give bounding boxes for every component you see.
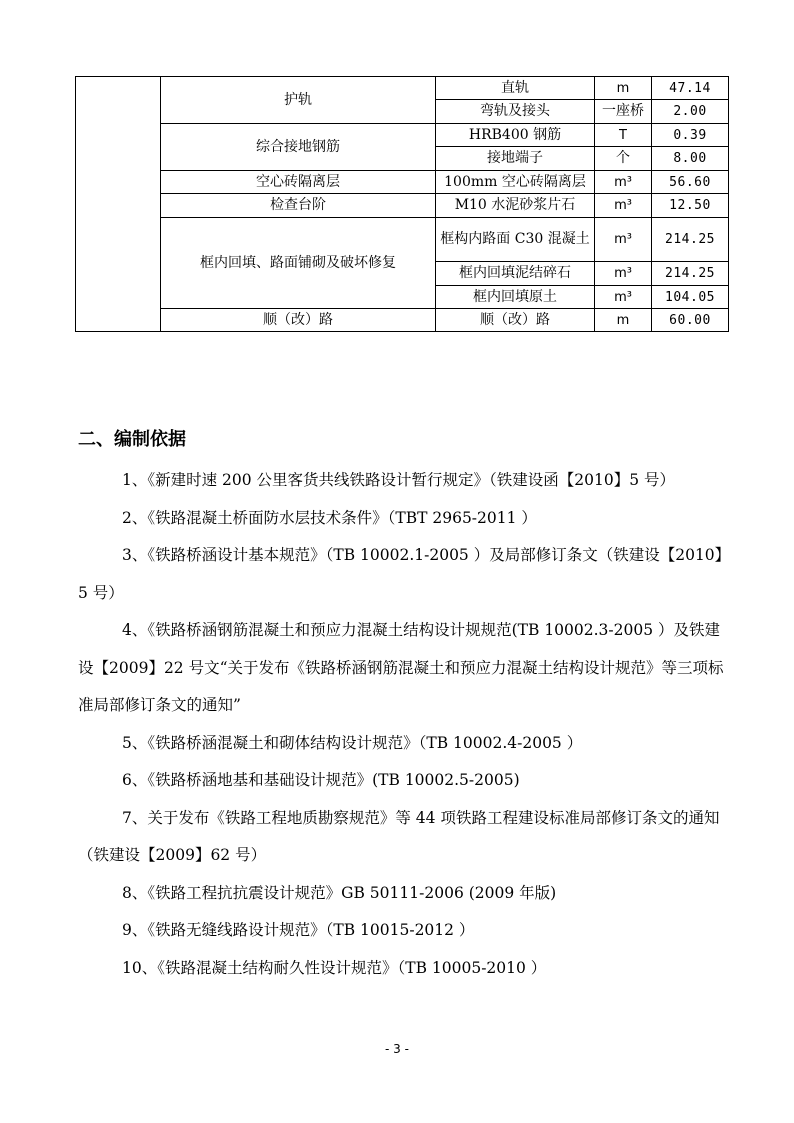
table-cell-sub: 框构内路面 C30 混凝土 [436, 218, 595, 262]
table-cell-unit: 个 [595, 147, 652, 171]
table-cell-qty: 0.39 [652, 124, 729, 147]
reference-item: 5、《铁路桥涵混凝土和砌体结构设计规范》（TB 10002.4-2005 ） [122, 733, 583, 752]
table-cell-qty: 47.14 [652, 77, 729, 100]
table-cell-unit: m³ [595, 286, 652, 309]
table-cell-qty: 8.00 [652, 147, 729, 171]
table-cell-item: 顺（改）路 [161, 309, 436, 332]
table-cell-qty: 60.00 [652, 309, 729, 332]
reference-item: 2、《铁路混凝土桥面防水层技术条件》（TBT 2965-2011 ） [122, 508, 537, 527]
table-cell-qty: 56.60 [652, 171, 729, 194]
reference-item: 8、《铁路工程抗抗震设计规范》GB 50111-2006 (2009 年版) [122, 883, 557, 902]
table-row [76, 124, 729, 147]
table-cell-unit: m [595, 309, 652, 332]
table-cell-unit: m³ [595, 171, 652, 194]
reference-list [78, 462, 728, 987]
table-cell-qty: 12.50 [652, 194, 729, 218]
table-row [76, 77, 729, 100]
table-row [76, 171, 729, 194]
table-cell-sub: 顺（改）路 [436, 309, 595, 332]
reference-item: 7、关于发布《铁路工程地质勘察规范》等 44 项铁路工程建设标准局部修订条文的通知（铁建设【2009】62 号） [78, 808, 720, 864]
section-heading: 二、编制依据 [78, 429, 186, 450]
table-cell-qty: 214.25 [652, 218, 729, 262]
table-cell-qty: 2.00 [652, 100, 729, 124]
table-cell-sub: 框内回填泥结碎石 [436, 262, 595, 286]
reference-item: 3、《铁路桥涵设计基本规范》（TB 10002.1-2005 ）及局部修订条文（铁建设【2010】5 号） [78, 546, 723, 602]
page-number: - 3 - [385, 1042, 409, 1056]
table-cell-item: 综合接地钢筋 [161, 124, 436, 171]
table-cell-sub: HRB400 钢筋 [436, 124, 595, 147]
reference-item: 1、《新建时速 200 公里客货共线铁路设计暂行规定》（铁建设函【2010】5 号） [122, 471, 676, 489]
table-blank-cell [76, 77, 161, 332]
reference-item: 6、《铁路桥涵地基和基础设计规范》(TB 10002.5-2005) [122, 771, 520, 789]
table-cell-unit: m³ [595, 262, 652, 286]
table-cell-qty: 214.25 [652, 262, 729, 286]
reference-item: 9、《铁路无缝线路设计规范》（TB 10015-2012 ） [122, 921, 475, 939]
table-cell-qty: 104.05 [652, 286, 729, 309]
table-cell-unit: m [595, 77, 652, 100]
reference-item: 4、《铁路桥涵钢筋混凝土和预应力混凝土结构设计规规范(TB 10002.3-2005 ）及铁建设【2009】22 号文“关于发布《铁路桥涵钢筋混凝土和预应力混凝土结构设计规范》等三项标准局部修订条文的通知” [78, 621, 724, 714]
table-cell-sub: 弯轨及接头 [436, 100, 595, 124]
table-cell-item: 护轨 [161, 77, 436, 124]
table-cell-unit: 一座桥 [595, 100, 652, 124]
quantity-table [75, 76, 729, 332]
table-row [76, 194, 729, 218]
reference-item: 10、《铁路混凝土结构耐久性设计规范》（TB 10005-2010 ） [122, 958, 547, 977]
table-row [76, 309, 729, 332]
table-cell-sub: M10 水泥砂浆片石 [436, 194, 595, 218]
table-cell-item: 框内回填、路面铺砌及破坏修复 [161, 218, 436, 309]
table-cell-item: 空心砖隔离层 [161, 171, 436, 194]
table-cell-sub: 100mm 空心砖隔离层 [436, 171, 595, 194]
table-row [76, 218, 729, 262]
table-cell-sub: 直轨 [436, 77, 595, 100]
table-cell-sub: 框内回填原土 [436, 286, 595, 309]
table-cell-unit: T [595, 124, 652, 147]
table-cell-sub: 接地端子 [436, 147, 595, 171]
table-cell-item: 检查台阶 [161, 194, 436, 218]
table-cell-unit: m³ [595, 218, 652, 262]
table-cell-unit: m³ [595, 194, 652, 218]
